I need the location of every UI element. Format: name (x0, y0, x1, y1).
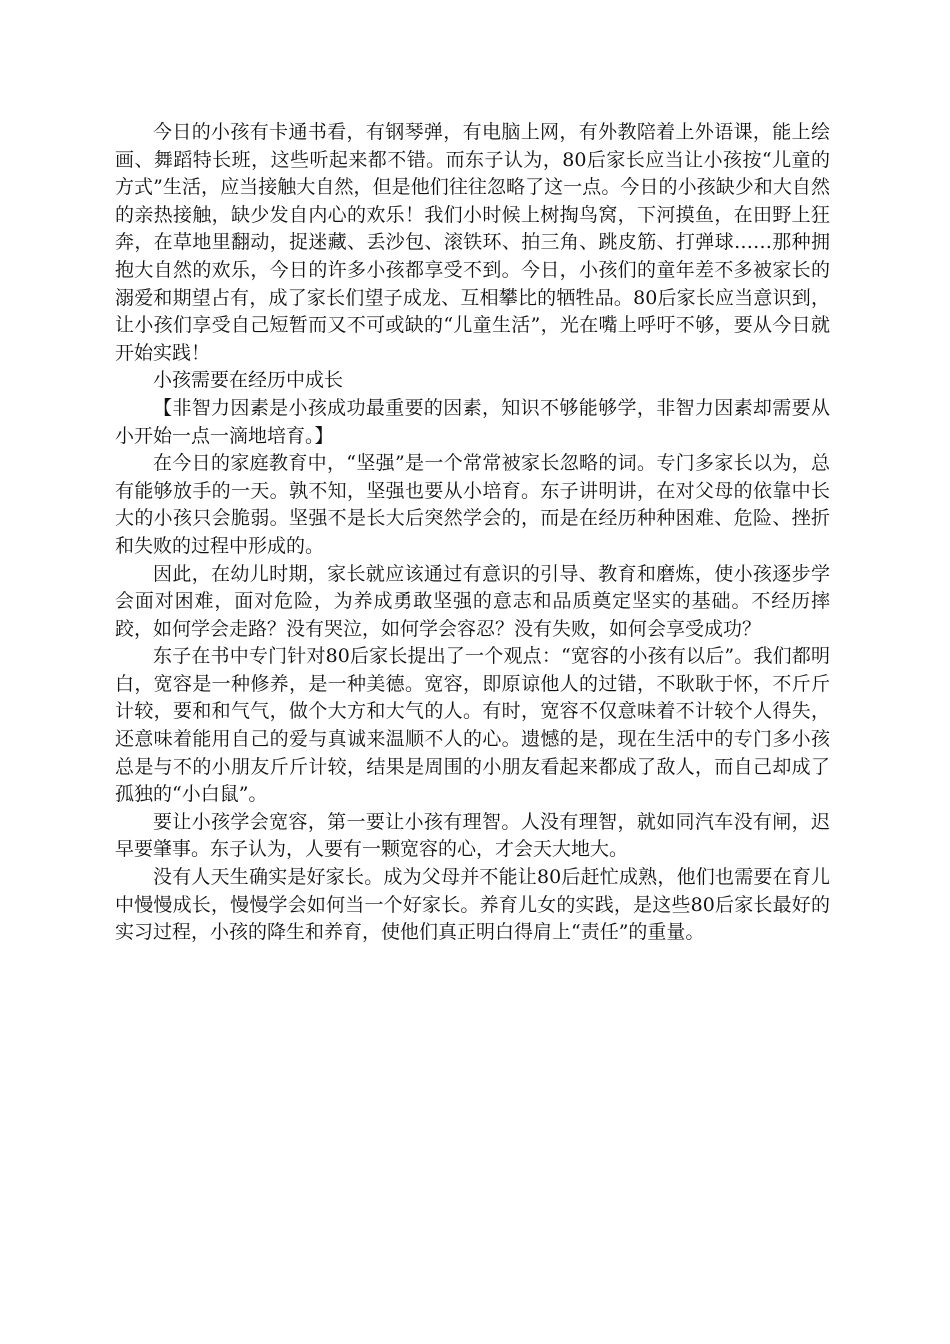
paragraph-quote: 【非智力因素是小孩成功最重要的因素，知识不够能够学，非智力因素却需要从小开始一点一滴地培育。】 (115, 396, 830, 447)
section-heading: 小孩需要在经历中成长 (153, 369, 344, 392)
document-body (115, 119, 830, 947)
paragraph-tolerance: 东子在书中专门针对80后家长提出了一个观点：“宽容的小孩有以后”。我们都明白，宽容是一种修养，是一种美德。宽容，即原谅他人的过错，不耿耿于怀，不斤斤计较，要和和气气，做个大方和大气的人。有时，宽容不仅意味着不计较个人得失，还意味着能用自己的爱与真诚来温顺不人的心。遗憾的是，现在生活中的专门多小孩总是与不的小朋友斤斤计较，结果是周围的小朋友看起来都成了敌人，而自己却成了孤独的“小白鼠”。 (115, 645, 830, 806)
paragraph-conclusion: 没有人天生确实是好家长。成为父母并不能让80后赶忙成熟，他们也需要在育儿中慢慢成长，慢慢学会如何当一个好家长。养育儿女的实践，是这些80后家长最好的实习过程，小孩的降生和养育，使他们真正明白得肩上“责任”的重量。 (115, 866, 830, 944)
paragraph-strength: 在今日的家庭教育中，“坚强”是一个常常被家长忽略的词。专门多家长以为，总有能够放手的一天。孰不知，坚强也要从小培育。东子讲明讲，在对父母的依靠中长大的小孩只会脆弱。坚强不是长大后突然学会的，而是在经历种种困难、危险、挫折和失败的过程中形成的。 (115, 452, 830, 557)
paragraph-intro: 今日的小孩有卡通书看，有钢琴弹，有电脑上网，有外教陪着上外语课，能上绘画、舞蹈特长班，这些听起来都不错。而东子认为，80后家长应当让小孩按“儿童的方式”生活，应当接触大自然，但是他们往往忽略了这一点。今日的小孩缺少和大自然的亲热接触，缺少发自内心的欢乐！我们小时候上树掏鸟窝，下河摸鱼，在田野上狂奔，在草地里翻动，捉迷藏、丢沙包、滚铁环、拍三角、跳皮筋、打弹球……那种拥抱大自然的欢乐，今日的许多小孩都享受不到。今日，小孩们的童年差不多被家长的溺爱和期望占有，成了家长们望子成龙、互相攀比的牺牲品。80后家长应当意识到，让小孩们享受自己短暂而又不可或缺的“儿童生活”，光在嘴上呼吁不够，要从今日就开始实践！ (115, 121, 830, 364)
paragraph-early-childhood: 因此，在幼儿时期，家长就应该通过有意识的引导、教育和磨炼，使小孩逐步学会面对困难，面对危险，为养成勇敢坚强的意志和品质奠定坚实的基础。不经历摔跤，如何学会走路？没有哭泣，如何学会容忍？没有失败，如何会享受成功？ (115, 562, 830, 640)
paragraph-reason: 要让小孩学会宽容，第一要让小孩有理智。人没有理智，就如同汽车没有闸，迟早要肇事。东子认为，人要有一颗宽容的心，才会天大地大。 (115, 810, 830, 861)
